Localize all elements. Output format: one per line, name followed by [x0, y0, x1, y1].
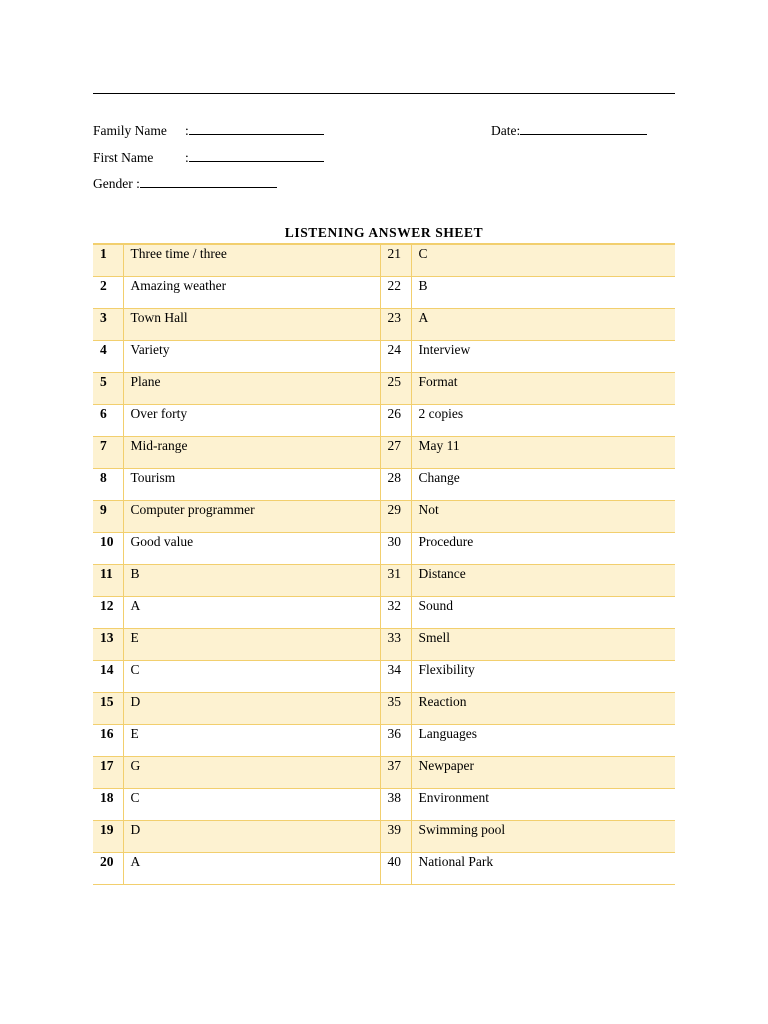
answer-cell: D [123, 821, 380, 853]
date-field [491, 120, 647, 139]
table-row [93, 501, 675, 533]
top-rule [93, 93, 675, 94]
answer-cell: Variety [123, 341, 380, 373]
first-name-field [93, 147, 324, 166]
question-number: 2 [93, 277, 123, 309]
answer-cell: Tourism [123, 469, 380, 501]
gender-blank[interactable] [140, 173, 277, 188]
question-number: 12 [93, 597, 123, 629]
answer-cell: 2 copies [411, 405, 675, 437]
first-name-blank[interactable] [189, 147, 324, 162]
question-number: 29 [380, 501, 411, 533]
answer-cell: Environment [411, 789, 675, 821]
answer-cell: A [411, 309, 675, 341]
question-number: 23 [380, 309, 411, 341]
answer-cell: Procedure [411, 533, 675, 565]
answer-table [93, 243, 675, 885]
question-number: 35 [380, 693, 411, 725]
answer-cell: Newpaper [411, 757, 675, 789]
answer-table-body [93, 244, 675, 885]
answer-cell: C [411, 244, 675, 277]
answer-cell: Computer programmer [123, 501, 380, 533]
answer-cell: Interview [411, 341, 675, 373]
question-number: 11 [93, 565, 123, 597]
question-number: 6 [93, 405, 123, 437]
question-number: 38 [380, 789, 411, 821]
answer-cell: Amazing weather [123, 277, 380, 309]
answer-cell: May 11 [411, 437, 675, 469]
family-name-label: Family Name [93, 123, 167, 138]
answer-cell: Change [411, 469, 675, 501]
table-row [93, 565, 675, 597]
question-number: 14 [93, 661, 123, 693]
table-row [93, 277, 675, 309]
question-number: 8 [93, 469, 123, 501]
answer-cell: Smell [411, 629, 675, 661]
answer-cell: Reaction [411, 693, 675, 725]
question-number: 31 [380, 565, 411, 597]
answer-cell: Good value [123, 533, 380, 565]
table-row [93, 437, 675, 469]
table-row [93, 853, 675, 885]
question-number: 37 [380, 757, 411, 789]
sheet-title: LISTENING ANSWER SHEET [284, 225, 484, 240]
table-row [93, 405, 675, 437]
table-row [93, 533, 675, 565]
question-number: 18 [93, 789, 123, 821]
table-row [93, 373, 675, 405]
table-row [93, 661, 675, 693]
question-number: 25 [380, 373, 411, 405]
answer-cell: E [123, 629, 380, 661]
answer-cell: Languages [411, 725, 675, 757]
table-row [93, 757, 675, 789]
answer-cell: Swimming pool [411, 821, 675, 853]
answer-cell: Mid-range [123, 437, 380, 469]
date-label: Date: [491, 123, 521, 138]
answer-cell: A [123, 597, 380, 629]
question-number: 4 [93, 341, 123, 373]
answer-cell: B [123, 565, 380, 597]
table-row [93, 725, 675, 757]
answer-cell: B [411, 277, 675, 309]
answer-cell: Three time / three [123, 244, 380, 277]
family-name-blank[interactable] [189, 120, 324, 135]
question-number: 26 [380, 405, 411, 437]
question-number: 13 [93, 629, 123, 661]
gender-label: Gender : [93, 176, 140, 191]
family-name-field [93, 120, 324, 139]
answer-cell: Not [411, 501, 675, 533]
question-number: 19 [93, 821, 123, 853]
first-name-label: First Name [93, 150, 154, 165]
question-number: 30 [380, 533, 411, 565]
question-number: 9 [93, 501, 123, 533]
date-blank[interactable] [520, 120, 647, 135]
question-number: 7 [93, 437, 123, 469]
question-number: 34 [380, 661, 411, 693]
answer-cell: G [123, 757, 380, 789]
answer-cell: National Park [411, 853, 675, 885]
question-number: 27 [380, 437, 411, 469]
answer-cell: C [123, 789, 380, 821]
question-number: 39 [380, 821, 411, 853]
question-number: 36 [380, 725, 411, 757]
first-name-colon: : [185, 150, 189, 165]
question-number: 5 [93, 373, 123, 405]
question-number: 28 [380, 469, 411, 501]
answer-cell: A [123, 853, 380, 885]
gender-field [93, 173, 277, 192]
question-number: 22 [380, 277, 411, 309]
table-row [93, 309, 675, 341]
question-number: 32 [380, 597, 411, 629]
family-name-colon: : [185, 123, 189, 138]
question-number: 3 [93, 309, 123, 341]
question-number: 24 [380, 341, 411, 373]
question-number: 33 [380, 629, 411, 661]
question-number: 17 [93, 757, 123, 789]
question-number: 16 [93, 725, 123, 757]
answer-cell: Distance [411, 565, 675, 597]
answer-cell: C [123, 661, 380, 693]
table-row [93, 693, 675, 725]
answer-cell: E [123, 725, 380, 757]
table-row [93, 821, 675, 853]
answer-cell: Sound [411, 597, 675, 629]
table-row [93, 789, 675, 821]
answer-cell: Over forty [123, 405, 380, 437]
question-number: 15 [93, 693, 123, 725]
table-row [93, 629, 675, 661]
answer-cell: Plane [123, 373, 380, 405]
question-number: 21 [380, 244, 411, 277]
question-number: 20 [93, 853, 123, 885]
answer-cell: Town Hall [123, 309, 380, 341]
question-number: 40 [380, 853, 411, 885]
question-number: 10 [93, 533, 123, 565]
table-row [93, 341, 675, 373]
table-row [93, 469, 675, 501]
answer-cell: Format [411, 373, 675, 405]
answer-cell: Flexibility [411, 661, 675, 693]
table-row [93, 244, 675, 277]
answer-cell: D [123, 693, 380, 725]
question-number: 1 [93, 244, 123, 277]
table-row [93, 597, 675, 629]
